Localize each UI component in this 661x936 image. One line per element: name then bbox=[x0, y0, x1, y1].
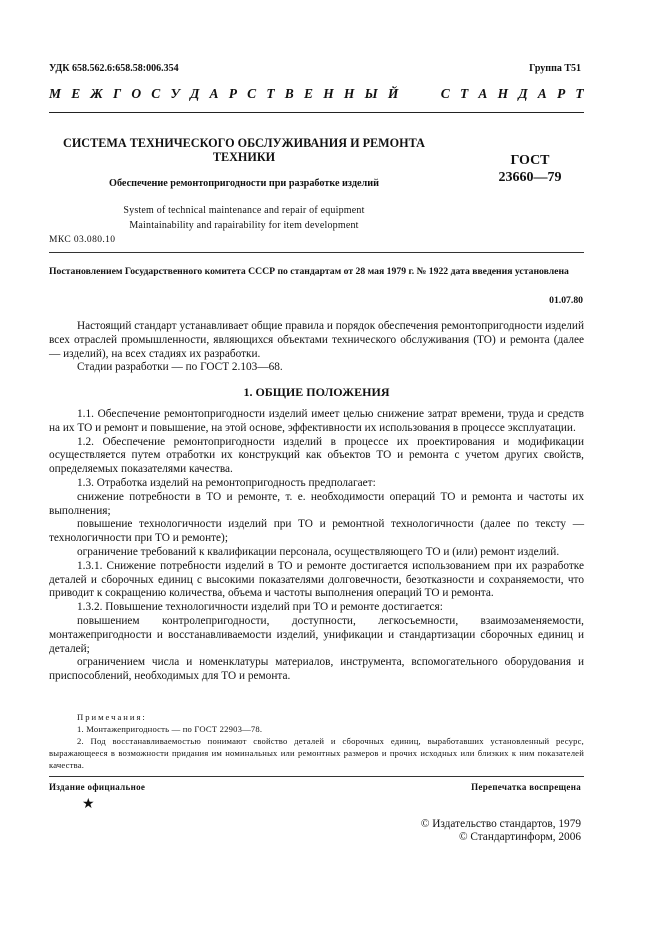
paragraph: 1.2. Обеспечение ремонтопригодности изделий в процессе их проектирования и модификации осуществляется путем отработки их конструкций как объектов ТО и ремонта с учетом других свойств, определяемых показателями качества. bbox=[49, 435, 584, 476]
paragraph: Настоящий стандарт устанавливает общие правила и порядок обеспечения ремонтопригодности изделий всех отраслей промышленности, являющихся объектами технического обслуживания (ТО) и ремонта (далее — изделий), на всех стадиях их разработки. bbox=[49, 320, 584, 360]
document-subtitle: Обеспечение ремонтопригодности при разработке изделий bbox=[109, 178, 379, 189]
standard-type-banner bbox=[49, 86, 584, 102]
banner-letter: Р bbox=[556, 86, 566, 101]
introduction-date: 01.07.80 bbox=[549, 295, 583, 306]
section-heading: 1. ОБЩИЕ ПОЛОЖЕНИЯ bbox=[243, 385, 390, 399]
english-title bbox=[49, 203, 439, 233]
reprint-notice: Перепечатка воспрещена bbox=[471, 782, 581, 792]
paragraph: 1.3. Отработка изделий на ремонтопригодность предполагает: bbox=[77, 476, 376, 489]
group-code: Группа Т51 bbox=[529, 63, 581, 74]
mks-code: МКС 03.080.10 bbox=[49, 235, 116, 245]
paragraph: Стадии разработки — по ГОСТ 2.103—68. bbox=[77, 361, 283, 374]
section-body bbox=[49, 408, 584, 684]
mks-rule bbox=[49, 252, 584, 253]
banner-letter: Г bbox=[113, 86, 122, 101]
gost-label: ГОСТ bbox=[510, 153, 550, 168]
note-item: 1. Монтажепригодность — по ГОСТ 22903—78. bbox=[77, 724, 263, 734]
star-icon: ★ bbox=[82, 797, 95, 812]
banner-gap bbox=[409, 86, 431, 102]
paragraph: ограничение требований к квалификации персонала, осуществляющего ТО и (или) ремонт изделий. bbox=[77, 545, 560, 558]
english-title-line: Maintainability and rapairability for item development bbox=[129, 220, 359, 231]
decree-text: Постановлением Государственного комитета СССР по стандартам от 28 мая 1979 г. № 1922 дата введения установлена bbox=[49, 266, 569, 277]
copyright-line: © Издательство стандартов, 1979 bbox=[420, 818, 581, 830]
banner-letter: Т bbox=[575, 86, 584, 101]
footer-rule bbox=[49, 776, 584, 777]
banner-letter: Е bbox=[303, 86, 313, 101]
paragraph: снижение потребности в ТО и ремонте, т. е. необходимости операций ТО и ремонта и частоты их выполнения; bbox=[49, 490, 584, 517]
copyright-block bbox=[421, 818, 581, 844]
banner-letter: Т bbox=[266, 86, 275, 101]
english-title-line: System of technical maintenance and repair of equipment bbox=[123, 205, 365, 216]
top-rule bbox=[49, 112, 584, 113]
title-line: ТЕХНИКИ bbox=[212, 150, 276, 164]
banner-letter: Й bbox=[387, 86, 399, 101]
banner-letter: Т bbox=[459, 86, 469, 101]
paragraph: повышением контролепригодности, доступности, легкосъемности, взаимозаменяемости, монтажепригодности и восстанавливаемости изделий, унификации и стандартизации сборочных единиц и деталей; bbox=[49, 614, 584, 655]
banner-letter: Д bbox=[190, 86, 200, 101]
paragraph: ограничением числа и номенклатуры материалов, инструмента, вспомогательного оборудования и приспособлений, необходимых для ТО и ремонта. bbox=[49, 656, 584, 683]
banner-letter: Д bbox=[518, 86, 528, 101]
paragraph: повышение технологичности изделий при ТО и ремонтной технологичности (далее по тексту — технологичности при ТО и ремонте); bbox=[49, 518, 584, 545]
paragraph: 1.3.2. Повышение технологичности изделий при ТО и ремонте достигается: bbox=[77, 601, 443, 614]
banner-letter: С bbox=[151, 86, 161, 101]
gost-designation bbox=[470, 152, 590, 186]
banner-letter: С bbox=[440, 86, 450, 101]
banner-letter: Р bbox=[228, 86, 237, 101]
banner-letter: С bbox=[247, 86, 257, 101]
banner-letter: О bbox=[131, 86, 142, 101]
notes-heading: Примечания: bbox=[77, 712, 147, 722]
banner-letter: Ы bbox=[364, 86, 378, 101]
banner-letter: Е bbox=[71, 86, 81, 101]
banner-letter: В bbox=[284, 86, 294, 101]
title-line: СИСТЕМА ТЕХНИЧЕСКОГО ОБСЛУЖИВАНИЯ И РЕМОНТА bbox=[63, 136, 425, 150]
intro-text bbox=[49, 320, 584, 375]
banner-letter: А bbox=[478, 86, 488, 101]
note-item: 2. Под восстанавливаемостью понимают свойство деталей и сборочных единиц, выработавших установленный ресурс, выражающееся в возможности придания им номинальных или ремонтных размеров и прочих исходных или близких к ним показателей качества. bbox=[49, 736, 584, 770]
banner-letter: Ж bbox=[90, 86, 103, 101]
banner-letter: Н bbox=[497, 86, 509, 101]
notes-block bbox=[49, 711, 584, 771]
document-title bbox=[49, 136, 439, 164]
banner-letter: А bbox=[537, 86, 547, 101]
paragraph: 1.1. Обеспечение ремонтопригодности изделий имеет целью снижение затрат времени, труда и средств на их ТО и ремонт и повышение, на этой основе, эффективности их использования в процессе эксплуатации. bbox=[49, 408, 584, 434]
edition-label: Издание официальное bbox=[49, 782, 146, 792]
banner-letter: У bbox=[170, 86, 180, 101]
banner-letter: Н bbox=[323, 86, 334, 101]
banner-letter: М bbox=[49, 86, 62, 101]
banner-letter: Н bbox=[343, 86, 355, 101]
copyright-line: © Стандартинформ, 2006 bbox=[458, 831, 581, 843]
paragraph: 1.3.1. Снижение потребности изделий в ТО и ремонте достигается использованием при их разработке деталей и сборочных единиц с высокими показателями долговечности, безотказности и сохраняемости, что приводит к сокращению количества, объема и частоты выполнения операций ТО и ремонта. bbox=[49, 559, 584, 600]
banner-letter: А bbox=[209, 86, 219, 101]
gost-number: 23660—79 bbox=[498, 170, 562, 185]
udk-code: УДК 658.562.6:658.58:006.354 bbox=[49, 63, 179, 74]
